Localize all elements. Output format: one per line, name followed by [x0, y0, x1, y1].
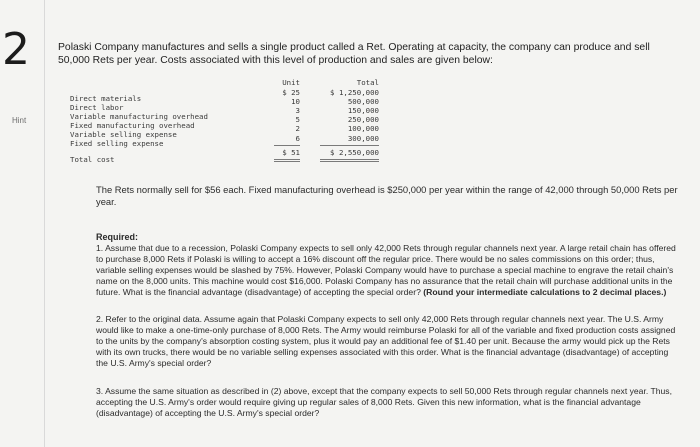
- cost-row-total: $ 1,250,000: [330, 88, 379, 97]
- unit-column-header: Unit: [282, 78, 300, 87]
- requirement-2: [96, 314, 676, 369]
- cost-row-label: Variable selling expense: [70, 130, 177, 139]
- cost-row-total: 500,000: [347, 97, 379, 106]
- required-label: Required:: [96, 232, 139, 242]
- total-total-rule-double: [320, 161, 379, 162]
- cost-row-unit: 10: [291, 97, 300, 106]
- cost-row-unit: 5: [295, 115, 300, 124]
- hint-link[interactable]: Hint: [12, 116, 27, 125]
- cost-row-unit: 3: [295, 106, 300, 115]
- cost-row-total: 150,000: [347, 106, 379, 115]
- total-subtotal-rule: [320, 145, 379, 146]
- left-margin-divider: [44, 0, 45, 447]
- total-cost-unit: $ 51: [282, 148, 300, 157]
- cost-row-label: Direct materials: [70, 94, 142, 103]
- cost-row-unit: 2: [295, 124, 300, 133]
- total-column-header: Total: [356, 78, 379, 87]
- cost-row-unit: 6: [295, 134, 300, 143]
- requirement-1-note: (Round your intermediate calculations to 2 decimal places.): [423, 287, 667, 297]
- requirement-1-text: 1. Assume that due to a recession, Polaski Company expects to sell only 42,000 Rets through regular channels next year. A large retail chain has offered to purchase 8,000 Rets if Polaski is willing to accept a 16% discount off the regular price. There would be no sales commissions on this order; thus, variable selling expenses would be slashed by 75%. However, Polaski Company would have to purchase a special machine to engrave the retail chain's name on the 8,000 units. This machine would cost $16,000. Polaski Company has no assurance that the retail chain will purchase additional units in the future. What is the financial advantage (disadvantage) of accepting the special order?: [96, 243, 676, 297]
- cost-row-label: Fixed manufacturing overhead: [70, 121, 195, 130]
- unit-total-rule: [274, 159, 300, 160]
- total-cost-label: Total cost: [70, 155, 115, 164]
- question-intro: Polaski Company manufactures and sells a single product called a Ret. Operating at capacity, the company can produce and sell 50,000 Rets per year. Costs associated with this level of production and sales are given below:: [58, 42, 650, 66]
- cost-row-label: Direct labor: [70, 103, 124, 112]
- total-total-rule: [320, 159, 379, 160]
- requirement-3: [96, 386, 676, 419]
- cost-row-total: 250,000: [347, 115, 379, 124]
- cost-row-label: Fixed selling expense: [70, 139, 164, 148]
- normal-price-paragraph: The Rets normally sell for $56 each. Fixed manufacturing overhead is $250,000 per year within the range of 42,000 through 50,000 Rets per year.: [96, 184, 678, 207]
- requirement-3-text: 3. Assume the same situation as described in (2) above, except that the company expects to sell 50,000 Rets through regular channels next year. Thus, accepting the U.S. Army's order would require giving up regular sales of 8,000 Rets. Given this new information, what is the financial advantage (disadvantage) of accepting the U.S. Army's special order?: [96, 386, 672, 418]
- total-cost-total: $ 2,550,000: [330, 148, 379, 157]
- cost-row-total: 300,000: [347, 134, 379, 143]
- requirement-1: [96, 243, 676, 298]
- required-heading: [96, 232, 676, 243]
- cost-row-total: 100,000: [347, 124, 379, 133]
- requirement-2-text: 2. Refer to the original data. Assume again that Polaski Company expects to sell only 42,000 Rets through regular channels next year. The U.S. Army would like to make a one-time-only purchase of 8,000 Rets. The Army would reimburse Polaski for all of the variable and fixed production costs assigned to the units by the company's absorption costing system, plus it would pay an additional fee of $1.40 per unit. Because the army would pick up the Rets with its own trucks, there would be no variable selling expenses associated with this order. What is the financial advantage (disadvantage) of accepting the U.S. Army's special order?: [96, 314, 676, 368]
- unit-subtotal-rule: [274, 145, 300, 146]
- cost-row-label: Variable manufacturing overhead: [70, 112, 208, 121]
- unit-total-rule-double: [274, 161, 300, 162]
- cost-row-unit: $ 25: [282, 88, 300, 97]
- question-number: 2: [2, 24, 30, 75]
